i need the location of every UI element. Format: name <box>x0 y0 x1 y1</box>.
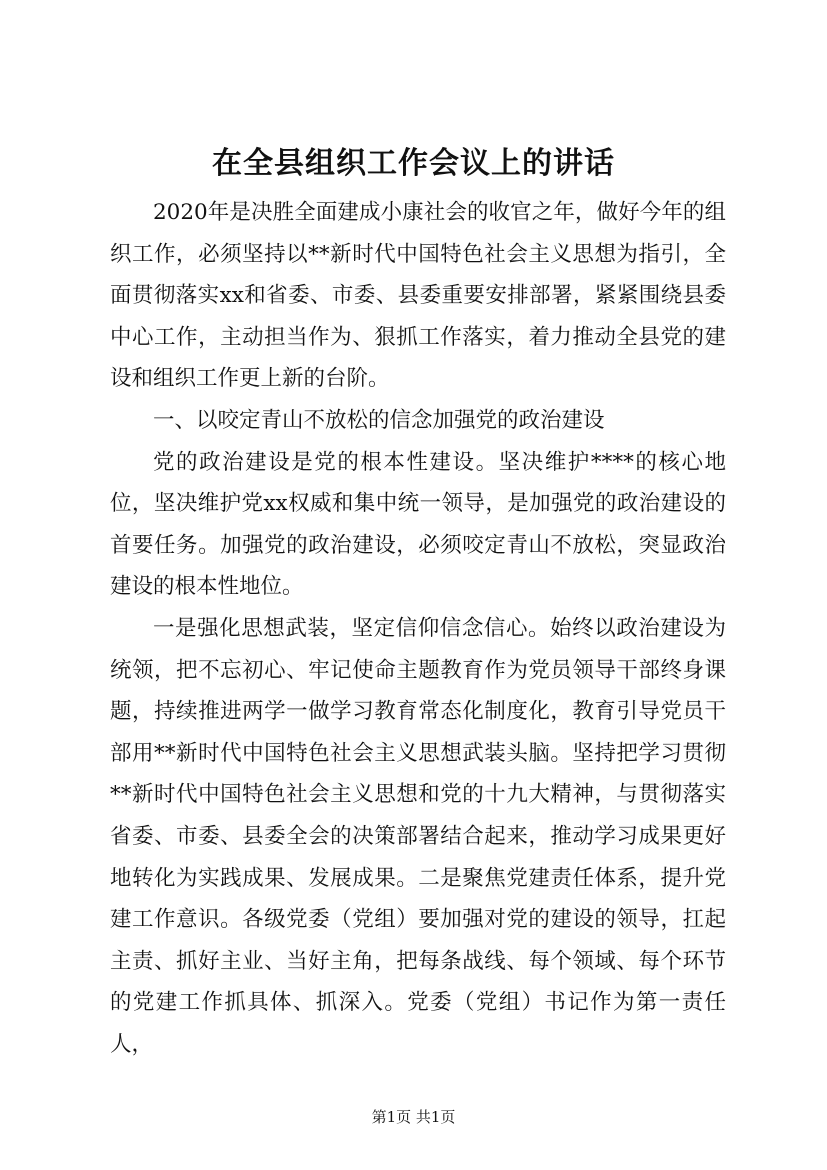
paragraph-political-building: 党的政治建设是党的根本性建设。坚决维护****的核心地位，坚决维护党xx权威和集中统一领导，是加强党的政治建设的首要任务。加强党的政治建设，必须咬定青山不放松，突显政治建设的根本性地位。 <box>110 449 726 600</box>
section-heading-1: 一、以咬定青山不放松的信念加强党的政治建设 <box>153 407 605 433</box>
paragraph-intro: 2020年是决胜全面建成小康社会的收官之年，做好今年的组织工作，必须坚持以**新时代中国特色社会主义思想为指引，全面贯彻落实xx和省委、市委、县委重要安排部署，紧紧围绕县委中心工作，主动担当作为、狠抓工作落实，着力推动全县党的建设和组织工作更上新的台阶。 <box>110 200 726 392</box>
document-body <box>110 192 726 1065</box>
document-title: 在全县组织工作会议上的讲话 <box>212 146 615 181</box>
page-footer: 第1页 共1页 <box>371 1108 456 1126</box>
paragraph-ideological-arming: 一是强化思想武装，坚定信仰信念信心。始终以政治建设为统领，把不忘初心、牢记使命主题教育作为党员领导干部终身课题，持续推进两学一做学习教育常态化制度化，教育引导党员干部用**新时代中国特色社会主义思想武装头脑。坚持把学习贯彻**新时代中国特色社会主义思想和党的十九大精神，与贯彻落实省委、市委、县委全会的决策部署结合起来，推动学习成果更好地转化为实践成果、发展成果。二是聚焦党建责任体系，提升党建工作意识。各级党委（党组）要加强对党的建设的领导，扛起主责、抓好主业、当好主角，把每条战线、每个领域、每个环节的党建工作抓具体、抓深入。党委（党组）书记作为第一责任人， <box>110 615 726 1057</box>
